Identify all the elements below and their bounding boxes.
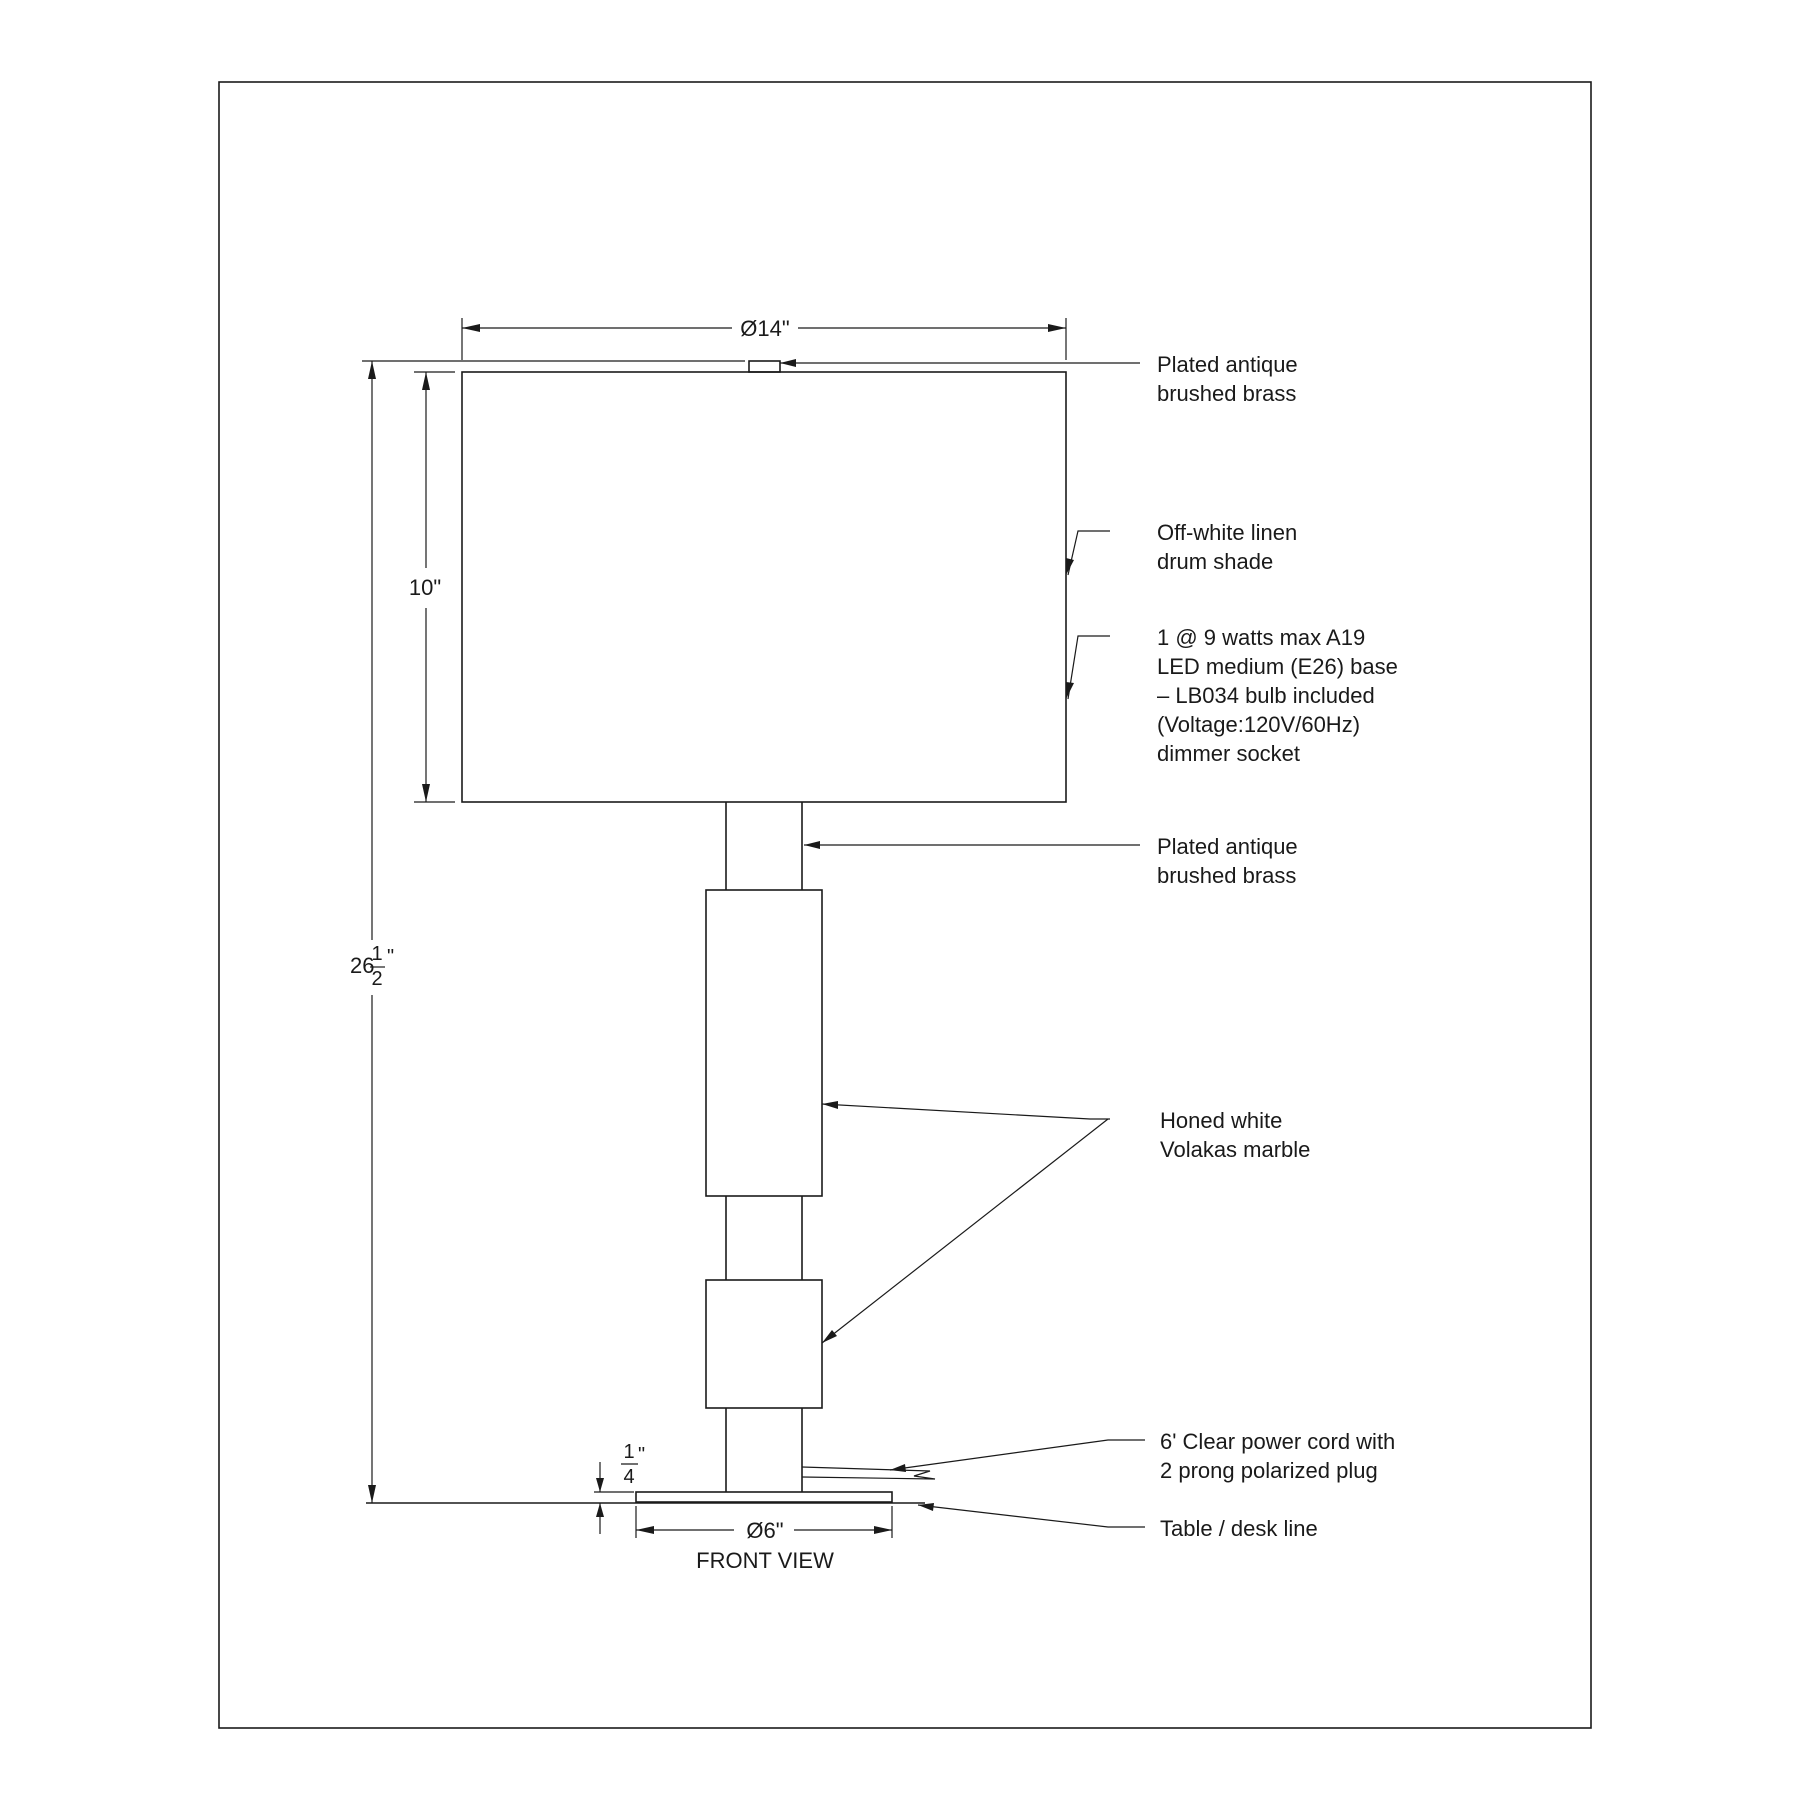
shade-height-label: 10" (408, 575, 442, 600)
dim-overall-height (350, 361, 745, 1503)
view-title: FRONT VIEW (696, 1548, 834, 1573)
lamp-outline (366, 361, 1066, 1503)
dim-base-diameter (636, 1506, 892, 1543)
callout-table: Table / desk line (1160, 1516, 1318, 1541)
base-plate (636, 1492, 892, 1502)
callout-leaders (780, 359, 1145, 1527)
base-thickness-den: 4 (623, 1466, 635, 1488)
drawing-frame (219, 82, 1591, 1728)
callout-bulb: 1 @ 9 watts max A19 LED medium (E26) base – LB034 bulb included (Voltage:120V/60Hz) dimmer socket (1157, 625, 1398, 766)
overall-height-unit: " (387, 946, 395, 968)
shade-diameter-label: Ø14" (740, 316, 790, 341)
callout-finial: Plated antique brushed brass (1157, 352, 1298, 406)
base-thickness-unit: " (638, 1444, 646, 1466)
finial (749, 361, 780, 372)
marble-block-upper (706, 890, 822, 1196)
overall-height-den: 2 (371, 968, 383, 990)
base-diameter-label: Ø6" (746, 1518, 784, 1543)
callout-column: Plated antique brushed brass (1157, 834, 1298, 888)
dim-base-thickness (594, 1441, 645, 1534)
overall-height-num: 1 (371, 943, 383, 965)
callout-shade: Off-white linen drum shade (1157, 520, 1298, 574)
overall-height-whole: 26 (350, 953, 375, 978)
dim-shade-height (409, 372, 455, 802)
marble-block-lower (706, 1280, 822, 1408)
callout-marble: Honed white Volakas marble (1160, 1108, 1311, 1162)
base-thickness-num: 1 (623, 1441, 635, 1463)
power-cord (802, 1467, 935, 1479)
dim-shade-diameter (462, 316, 1066, 360)
drum-shade (462, 372, 1066, 802)
callout-cord: 6' Clear power cord with 2 prong polarized plug (1160, 1429, 1396, 1483)
